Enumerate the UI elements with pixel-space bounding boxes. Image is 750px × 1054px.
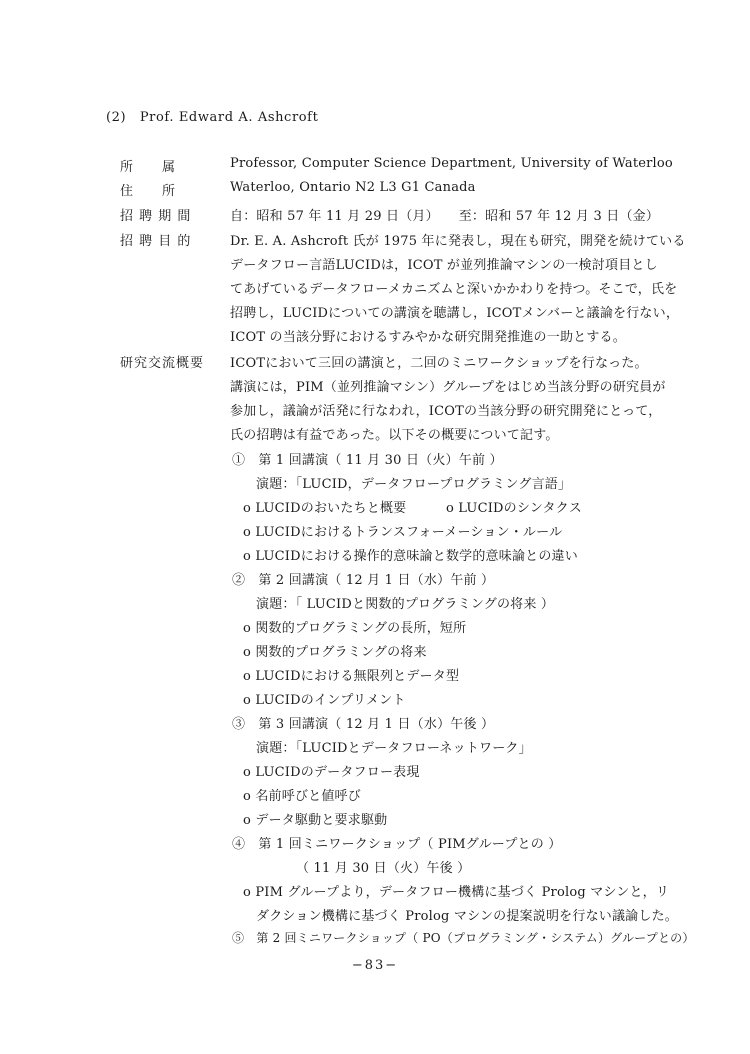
- address-value: Waterloo, Ontario N2 L3 G1 Canada: [230, 180, 476, 195]
- list-item: o PIM グループより，データフロー機構に基づく Prolog マシンと，リ: [243, 885, 670, 900]
- session-date: （ 11 月 30 日（火）午後 ）: [296, 861, 471, 876]
- affiliation-label: 所 属: [120, 160, 177, 175]
- list-item: o データ駆動と要求駆動: [243, 813, 388, 828]
- purpose-label: 招 聘 目 的: [120, 234, 192, 249]
- session-title: ⑤ 第 2 回ミニワークショップ（ PO（プログラミング・システム）グループとの）: [232, 931, 695, 945]
- page-number: −83−: [351, 958, 399, 973]
- list-item: o LUCIDのデータフロー表現: [243, 765, 420, 780]
- period-value: 自：昭和 57 年 11 月 29 日（月） 至：昭和 57 年 12 月 3 日（金）: [230, 209, 660, 224]
- section-heading: (2) Prof. Edward A. Ashcroft: [106, 110, 319, 125]
- session-title: ③ 第 3 回講演（ 12 月 1 日（水）午後 ）: [232, 717, 495, 732]
- session-title: ② 第 2 回講演（ 12 月 1 日（水）午前 ）: [232, 573, 495, 588]
- purpose-line: Dr. E. A. Ashcroft 氏が 1975 年に発表し，現在も研究，開発を続けている: [230, 234, 686, 249]
- session-topic: 演題：「LUCIDとデータフローネットワーク」: [256, 741, 532, 756]
- summary-label: 研究交流概要: [120, 356, 205, 371]
- purpose-line: てあげているデータフローメカニズムと深いかかわりを持つ。そこで，氏を: [230, 282, 678, 297]
- session-topic: 演題：「 LUCIDと関数的プログラミングの将来 ）: [256, 597, 555, 612]
- summary-line: 氏の招聘は有益であった。以下その概要について記す。: [230, 428, 559, 443]
- list-item: o LUCIDのインプリメント: [243, 693, 406, 708]
- session-title: ① 第 1 回講演（ 11 月 30 日（火）午前 ）: [232, 453, 503, 468]
- purpose-line: データフロー言語LUCIDは，ICOT が並列推論マシンの一検討項目とし: [230, 258, 658, 273]
- list-item: o LUCIDのおいたちと概要 o LUCIDのシンタクス: [243, 501, 582, 516]
- session-title: ④ 第 1 回ミニワークショップ（ PIMグループとの ）: [232, 837, 562, 852]
- list-item: o 関数的プログラミングの将来: [243, 645, 427, 660]
- summary-line: 講演には，PIM（並列推論マシン）グループをはじめ当該分野の研究員が: [230, 380, 666, 395]
- summary-line: ICOTにおいて三回の講演と，二回のミニワークショップを行なった。: [230, 356, 648, 371]
- list-item: ダクション機構に基づく Prolog マシンの提案説明を行ない議論した。: [256, 909, 678, 924]
- purpose-line: 招聘し，LUCIDについての講演を聴講し，ICOTメンバーと議論を行ない，: [230, 306, 680, 321]
- list-item: o 関数的プログラミングの長所，短所: [243, 621, 467, 636]
- summary-line: 参加し，議論が活発に行なわれ，ICOTの当該分野の研究開発にとって，: [230, 404, 662, 419]
- purpose-line: ICOT の当該分野におけるすみやかな研究開発推進の一助とする。: [230, 330, 626, 345]
- list-item: o LUCIDにおける無限列とデータ型: [243, 669, 460, 684]
- list-item: o 名前呼びと値呼び: [243, 789, 361, 804]
- list-item: o LUCIDにおける操作的意味論と数学的意味論との違い: [243, 549, 578, 564]
- address-label: 住 所: [120, 184, 177, 199]
- session-topic: 演題：「LUCID，データフロープログラミング言語」: [256, 477, 572, 492]
- period-label: 招 聘 期 間: [120, 209, 192, 224]
- list-item: o LUCIDにおけるトランスフォーメーション・ルール: [243, 525, 563, 540]
- affiliation-value: Professor, Computer Science Department, University of Waterloo: [230, 156, 673, 171]
